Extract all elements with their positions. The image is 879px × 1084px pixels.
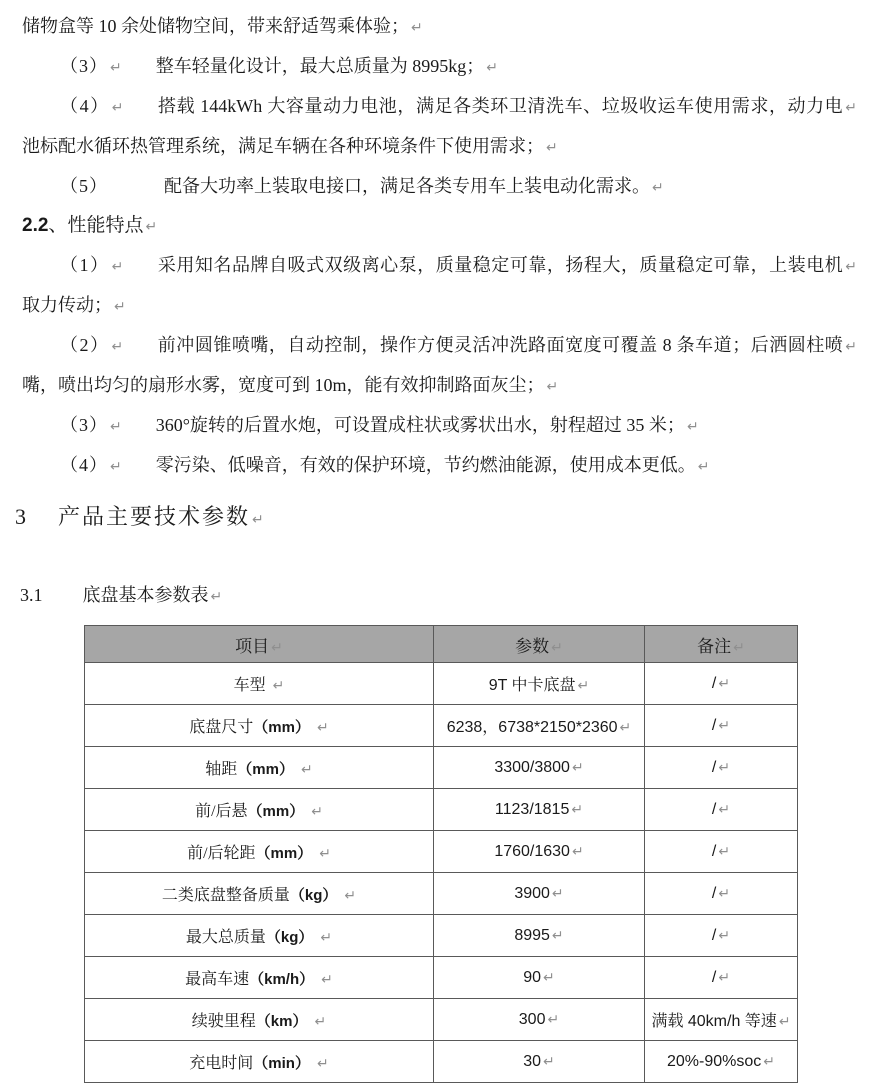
- column-header-note: [645, 626, 798, 663]
- value-text: 3900: [514, 884, 550, 902]
- paragraph-mark-icon: ↵: [652, 180, 664, 196]
- header-label: 备注: [697, 636, 732, 656]
- heading-number: 3.1: [20, 585, 43, 605]
- item-label: 前/后悬: [195, 803, 248, 820]
- paragraph-mark-icon: ↵: [718, 843, 731, 860]
- chapter-heading-3: [15, 502, 857, 535]
- item-label: 轴距: [205, 761, 238, 778]
- paragraph-mark-icon: ↵: [319, 846, 331, 862]
- item-unit: （min）: [253, 1055, 310, 1072]
- paragraph-mark-icon: ↵: [543, 969, 555, 986]
- paragraph-mark-icon: ↵: [551, 927, 564, 944]
- paragraph-mark-icon: ↵: [320, 930, 333, 946]
- item-unit: （mm）: [255, 845, 313, 862]
- paragraph-mark-icon: ↵: [111, 339, 124, 355]
- paragraph-mark-icon: ↵: [571, 801, 584, 818]
- item-number: （5）: [60, 176, 108, 196]
- note-text: 20%-90%soc: [666, 1052, 762, 1070]
- cell-value: [434, 663, 645, 705]
- list-item: [22, 246, 857, 286]
- cell-note: [645, 957, 798, 999]
- paragraph-mark-icon: ↵: [551, 639, 563, 656]
- cell-note: [645, 999, 798, 1041]
- note-text: /: [711, 842, 717, 860]
- paragraph-mark-icon: ↵: [718, 969, 731, 986]
- value-text: 1123/1815: [494, 800, 570, 818]
- paragraph-mark-icon: ↵: [845, 259, 857, 275]
- list-item: [22, 87, 857, 127]
- column-header-parameter: [434, 626, 645, 663]
- paragraph-mark-icon: ↵: [697, 459, 710, 475]
- section-heading-3-1: [20, 581, 857, 611]
- paragraph-mark-icon: ↵: [733, 639, 745, 656]
- cell-item: [85, 1041, 434, 1083]
- heading-title: 底盘基本参数表: [82, 585, 209, 605]
- value-text: 90: [523, 968, 542, 986]
- cell-value: [434, 831, 645, 873]
- paragraph-mark-icon: ↵: [686, 419, 699, 435]
- line-text: 前冲圆锥喷嘴，自动控制，操作方便灵活冲洗路面宽度可覆盖 8 条车道；后洒圆柱喷: [157, 335, 844, 355]
- heading-title: 产品主要技术参数: [58, 504, 251, 529]
- paragraph-mark-icon: ↵: [110, 459, 122, 475]
- cell-item: [85, 747, 434, 789]
- heading-separator: 、: [48, 215, 68, 236]
- paragraph-mark-icon: ↵: [272, 678, 285, 694]
- table-row: [85, 663, 798, 705]
- paragraph-mark-icon: ↵: [763, 1053, 775, 1070]
- list-item: [22, 47, 857, 87]
- cell-item: [85, 957, 434, 999]
- cell-value: [434, 915, 645, 957]
- paragraph-mark-icon: ↵: [486, 60, 498, 76]
- cell-note: [645, 873, 798, 915]
- line-text: 搭载 144kWh 大容量动力电池，满足各类环卫清洗车、垃圾收运车使用需求，动力电: [157, 96, 844, 116]
- cell-item: [85, 831, 434, 873]
- heading-number: 2.2: [22, 215, 49, 236]
- value-text: 9T 中卡底盘: [488, 677, 576, 694]
- cell-note: [645, 663, 798, 705]
- paragraph-line: [22, 366, 857, 406]
- list-item: [22, 406, 857, 446]
- item-number: （2）: [60, 335, 110, 355]
- paragraph-mark-icon: ↵: [321, 972, 333, 988]
- paragraph-mark-icon: ↵: [546, 140, 558, 156]
- item-label: 二类底盘整备质量: [161, 887, 290, 904]
- list-item: [22, 326, 857, 366]
- paragraph-mark-icon: ↵: [718, 675, 731, 692]
- table-row: [85, 873, 798, 915]
- note-text: /: [711, 926, 717, 944]
- paragraph-mark-icon: ↵: [311, 804, 323, 820]
- item-unit: （km/h）: [249, 971, 315, 988]
- paragraph-mark-icon: ↵: [210, 589, 223, 605]
- paragraph-mark-icon: ↵: [571, 843, 584, 860]
- item-unit: （mm）: [237, 761, 294, 778]
- value-text: 6238，6738*2150*2360: [446, 719, 618, 736]
- value-text: 3300/3800: [494, 758, 570, 776]
- table-row: [85, 957, 798, 999]
- list-item: [22, 446, 857, 486]
- item-number: （3）: [60, 56, 108, 76]
- cell-note: [645, 747, 798, 789]
- note-text: /: [711, 716, 717, 734]
- paragraph-mark-icon: ↵: [718, 885, 731, 902]
- table-header-row: [85, 626, 798, 663]
- line-text: 池标配水循环热管理系统，满足车辆在各种环境条件下使用需求；: [22, 136, 544, 156]
- cell-item: [85, 789, 434, 831]
- table-row: [85, 705, 798, 747]
- paragraph-mark-icon: ↵: [314, 1014, 327, 1030]
- cell-value: [434, 789, 645, 831]
- note-text: /: [711, 758, 717, 776]
- paragraph-mark-icon: ↵: [316, 1056, 329, 1072]
- paragraph-mark-icon: ↵: [111, 259, 124, 275]
- cell-item: [85, 705, 434, 747]
- paragraph-mark-icon: ↵: [718, 927, 731, 944]
- paragraph-mark-icon: ↵: [546, 379, 559, 395]
- cell-item: [85, 663, 434, 705]
- item-unit: （kg）: [289, 887, 338, 904]
- value-text: 1760/1630: [494, 842, 570, 860]
- item-label: 底盘尺寸: [189, 719, 254, 736]
- cell-item: [85, 999, 434, 1041]
- section-heading-2-2: [22, 207, 857, 246]
- line-text: 嘴，喷出均匀的扇形水雾，宽度可到 10m，能有效抑制路面灰尘；: [22, 375, 545, 395]
- value-text: 30: [523, 1052, 542, 1070]
- item-unit: （kg）: [265, 929, 314, 946]
- paragraph-mark-icon: ↵: [344, 888, 357, 904]
- table-row: [85, 1041, 798, 1083]
- header-label: 参数: [515, 636, 550, 656]
- paragraph-line: [22, 127, 857, 167]
- value-text: 8995: [514, 926, 550, 944]
- paragraph-line: [22, 7, 857, 47]
- cell-value: [434, 957, 645, 999]
- item-label: 充电时间: [189, 1055, 254, 1072]
- paragraph-mark-icon: ↵: [718, 759, 731, 776]
- item-number: （3）: [60, 415, 108, 435]
- table-row: [85, 831, 798, 873]
- cell-note: [645, 915, 798, 957]
- paragraph-mark-icon: ↵: [718, 801, 731, 818]
- cell-value: [434, 999, 645, 1041]
- item-unit: （mm）: [253, 719, 310, 736]
- item-label: 车型: [233, 677, 266, 694]
- cell-item: [85, 915, 434, 957]
- chassis-parameters-table: [84, 625, 798, 1083]
- item-number: （4）: [60, 455, 108, 475]
- paragraph-mark-icon: ↵: [551, 885, 564, 902]
- paragraph-mark-icon: ↵: [571, 759, 584, 776]
- item-number: （4）: [60, 96, 110, 116]
- cell-note: [645, 705, 798, 747]
- list-item: [22, 167, 857, 207]
- paragraph-mark-icon: ↵: [718, 717, 731, 734]
- cell-note: [645, 789, 798, 831]
- item-number: （1）: [60, 255, 110, 275]
- note-text: 满载 40km/h 等速: [651, 1013, 777, 1030]
- table-row: [85, 915, 798, 957]
- value-text: 300: [518, 1010, 546, 1028]
- paragraph-mark-icon: ↵: [252, 512, 266, 528]
- paragraph-mark-icon: ↵: [271, 639, 283, 656]
- table-row: [85, 789, 798, 831]
- cell-note: [645, 1041, 798, 1083]
- cell-value: [434, 873, 645, 915]
- item-label: 最大总质量: [185, 929, 266, 946]
- item-label: 前/后轮距: [187, 845, 256, 862]
- paragraph-mark-icon: ↵: [547, 1011, 560, 1028]
- paragraph-mark-icon: ↵: [300, 762, 313, 778]
- paragraph-mark-icon: ↵: [619, 720, 632, 736]
- table-row: [85, 999, 798, 1041]
- cell-value: [434, 747, 645, 789]
- line-text: 零污染、低噪音，有效的保护环境，节约燃油能源，使用成本更低。: [155, 455, 696, 475]
- line-text: 储物盒等 10 余处储物空间，带来舒适驾乘体验；: [22, 16, 409, 36]
- heading-number: 3: [15, 504, 28, 529]
- line-text: 取力传动；: [22, 295, 112, 315]
- note-text: /: [711, 968, 717, 986]
- line-text: 360°旋转的后置水炮，可设置成柱状或雾状出水，射程超过 35 米；: [155, 415, 685, 435]
- paragraph-mark-icon: ↵: [145, 219, 158, 235]
- line-text: 整车轻量化设计，最大总质量为 8995kg；: [155, 56, 485, 76]
- paragraph-mark-icon: ↵: [411, 20, 423, 36]
- line-text: 配备大功率上装取电接口，满足各类专用车上装电动化需求。: [164, 176, 650, 196]
- item-label: 最高车速: [185, 971, 250, 988]
- column-header-item: [85, 626, 434, 663]
- note-text: /: [711, 800, 717, 818]
- paragraph-mark-icon: ↵: [778, 1014, 791, 1030]
- paragraph-mark-icon: ↵: [577, 678, 590, 694]
- paragraph-mark-icon: ↵: [114, 299, 126, 315]
- cell-value: [434, 1041, 645, 1083]
- paragraph-mark-icon: ↵: [111, 100, 124, 116]
- item-unit: （mm）: [247, 803, 305, 820]
- cell-note: [645, 831, 798, 873]
- item-label: 续驶里程: [191, 1013, 256, 1030]
- paragraph-mark-icon: ↵: [316, 720, 329, 736]
- line-text: 采用知名品牌自吸式双级离心泵，质量稳定可靠，扬程大，质量稳定可靠，上装电机: [157, 255, 844, 275]
- paragraph-mark-icon: ↵: [845, 100, 857, 116]
- item-unit: （km）: [255, 1013, 308, 1030]
- cell-value: [434, 705, 645, 747]
- paragraph-mark-icon: ↵: [543, 1053, 555, 1070]
- table-row: [85, 747, 798, 789]
- header-label: 项目: [235, 636, 270, 656]
- heading-title: 性能特点: [67, 215, 144, 236]
- paragraph-mark-icon: ↵: [110, 419, 122, 435]
- paragraph-mark-icon: ↵: [845, 339, 858, 355]
- note-text: /: [711, 674, 717, 692]
- note-text: /: [711, 884, 717, 902]
- paragraph-mark-icon: ↵: [110, 60, 122, 76]
- cell-item: [85, 873, 434, 915]
- paragraph-line: [22, 286, 857, 326]
